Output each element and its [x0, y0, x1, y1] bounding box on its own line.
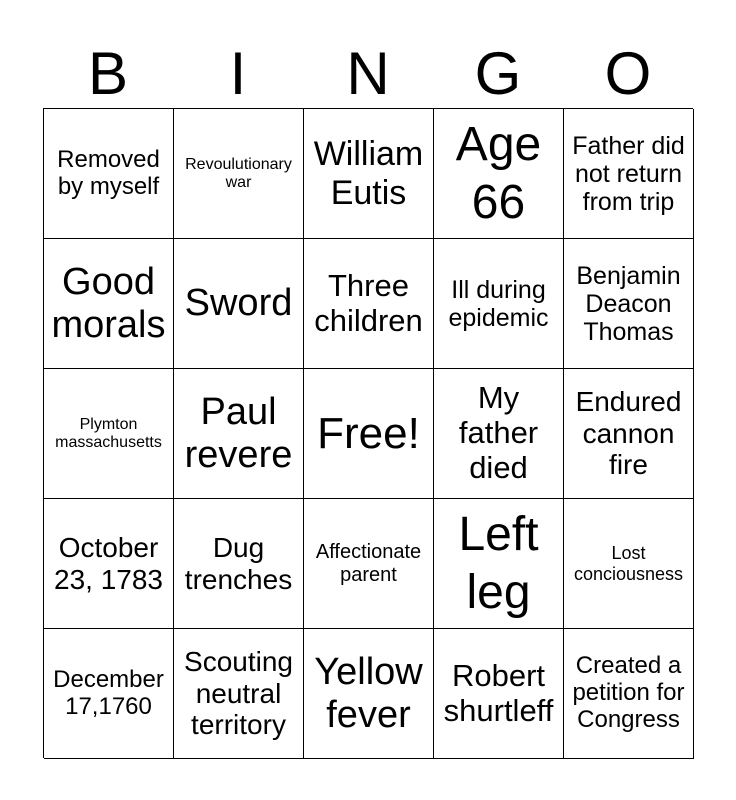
- bingo-cell[interactable]: Revoulutionary war: [174, 109, 304, 239]
- bingo-header: [43, 40, 693, 108]
- bingo-cell[interactable]: Yellow fever: [304, 629, 434, 759]
- bingo-cell[interactable]: Left leg: [434, 499, 564, 629]
- bingo-cell[interactable]: Removed by myself: [44, 109, 174, 239]
- bingo-cell[interactable]: Three children: [304, 239, 434, 369]
- header-letter-b: B: [87, 40, 129, 107]
- bingo-cell[interactable]: Lost conciousness: [564, 499, 694, 629]
- bingo-cell[interactable]: Scouting neutral territory: [174, 629, 304, 759]
- header-letter-n: N: [346, 40, 390, 107]
- bingo-cell[interactable]: Age 66: [434, 109, 564, 239]
- bingo-cell[interactable]: Affectionate parent: [304, 499, 434, 629]
- bingo-cell[interactable]: My father died: [434, 369, 564, 499]
- bingo-grid: [43, 108, 693, 758]
- bingo-cell[interactable]: Benjamin Deacon Thomas: [564, 239, 694, 369]
- free-space-cell[interactable]: Free!: [304, 369, 434, 499]
- header-letter-g: G: [474, 40, 522, 107]
- bingo-cell[interactable]: Father did not return from trip: [564, 109, 694, 239]
- bingo-cell[interactable]: Dug trenches: [174, 499, 304, 629]
- bingo-cell[interactable]: Good morals: [44, 239, 174, 369]
- bingo-cell[interactable]: December 17,1760: [44, 629, 174, 759]
- bingo-cell[interactable]: Paul revere: [174, 369, 304, 499]
- bingo-cell[interactable]: Ill during epidemic: [434, 239, 564, 369]
- bingo-cell[interactable]: William Eutis: [304, 109, 434, 239]
- bingo-cell[interactable]: Sword: [174, 239, 304, 369]
- bingo-cell[interactable]: Plymton massachusetts: [44, 369, 174, 499]
- header-letter-o: O: [604, 40, 652, 107]
- header-letter-i: I: [229, 40, 247, 107]
- bingo-cell[interactable]: October 23, 1783: [44, 499, 174, 629]
- bingo-cell[interactable]: Robert shurtleff: [434, 629, 564, 759]
- bingo-cell[interactable]: Created a petition for Congress: [564, 629, 694, 759]
- bingo-cell[interactable]: Endured cannon fire: [564, 369, 694, 499]
